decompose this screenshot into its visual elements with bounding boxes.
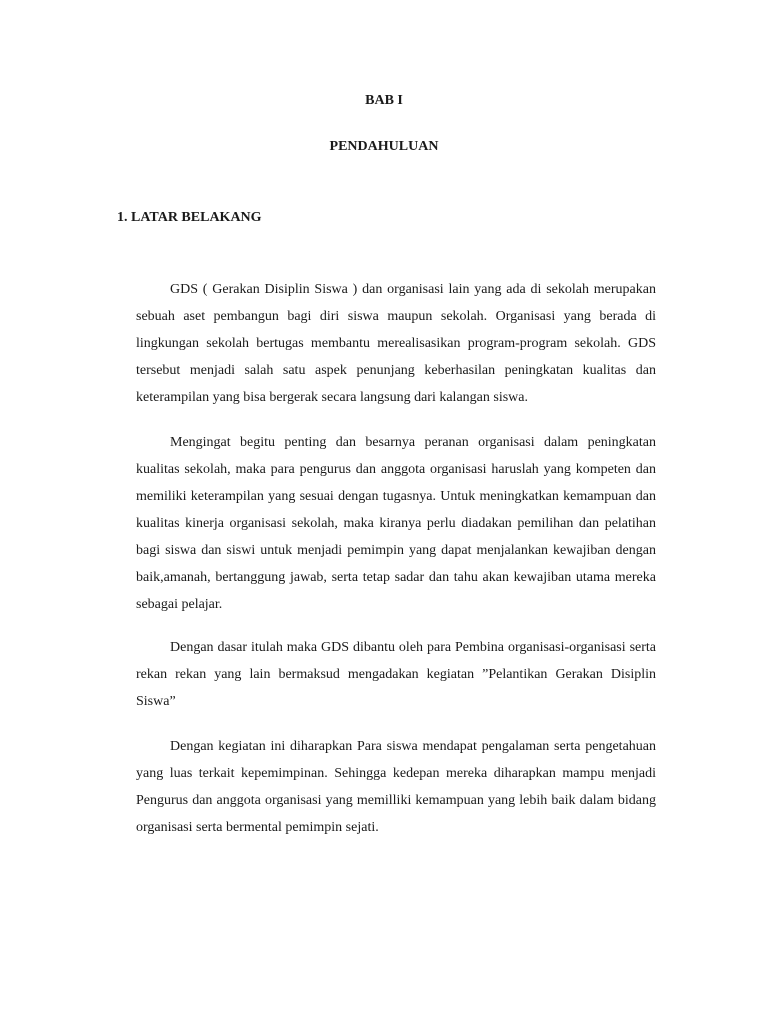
body-paragraph: Mengingat begitu penting dan besarnya peranan organisasi dalam peningkatan kualitas sekolah, maka para pengurus dan anggota organisasi haruslah yang kompeten dan memiliki keterampilan yang sesuai dengan tugasnya. Untuk meningkatkan kemampuan dan kualitas kinerja organisasi sekolah, maka kiranya perlu diadakan pemilihan dan pelatihan bagi siswa dan siswi untuk menjadi pemimpin yang dapat menjalankan kewajiban dengan baik,amanah, bertanggung jawab, serta tetap sadar dan tahu akan kewajiban utama mereka sebagai pelajar. xyxy=(136,435,656,612)
section-heading: 1. LATAR BELAKANG xyxy=(117,210,262,225)
chapter-title: BAB I xyxy=(365,93,403,108)
body-paragraph: Dengan dasar itulah maka GDS dibantu oleh para Pembina organisasi-organisasi serta rekan rekan yang lain bermaksud mengadakan kegiatan ”Pelantikan Gerakan Disiplin Siswa” xyxy=(136,640,656,709)
chapter-subtitle: PENDAHULUAN xyxy=(329,139,439,154)
body-paragraph: Dengan kegiatan ini diharapkan Para siswa mendapat pengalaman serta pengetahuan yang luas terkait kepemimpinan. Sehingga kedepan mereka diharapkan mampu menjadi Pengurus dan anggota organisasi yang memilliki kemampuan yang lebih baik dalam bidang organisasi serta bermental pemimpin sejati. xyxy=(136,739,656,835)
body-paragraph: GDS ( Gerakan Disiplin Siswa ) dan organisasi lain yang ada di sekolah merupakan sebuah aset pembangun bagi diri siswa maupun sekolah. Organisasi yang berada di lingkungan sekolah bertugas membantu merealisasikan program-program sekolah. GDS tersebut menjadi salah satu aspek penunjang keberhasilan peningkatan kualitas dan keterampilan yang bisa bergerak secara langsung dari kalangan siswa. xyxy=(136,282,656,405)
